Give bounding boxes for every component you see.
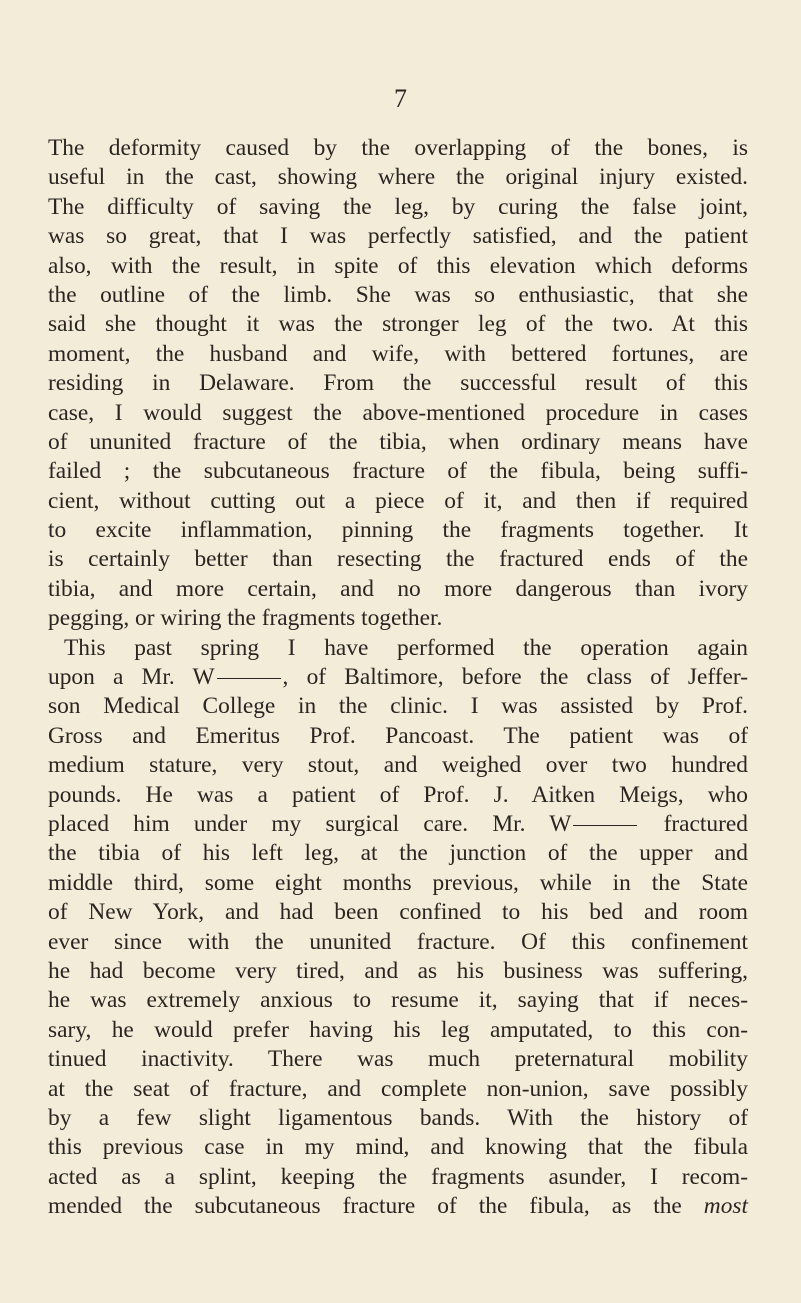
text-segment: , of Baltimore, before the class of Jeffer- <box>282 664 748 691</box>
text-line: acted as a splint, keeping the fragments asunder, I recom- <box>48 1163 748 1190</box>
text-segment: upon a Mr. W <box>48 664 215 691</box>
text-line: pegging, or wiring the fragments together. <box>48 605 443 632</box>
text-line: The deformity caused by the overlapping of the bones, is <box>48 135 748 161</box>
text-line: tinued inactivity. There was much preternatural mobility <box>48 1046 748 1073</box>
text-line: is certainly better than resecting the fractured ends of the <box>48 546 748 573</box>
text-line: he had become very tired, and as his business was suffering, <box>48 957 748 984</box>
body-text <box>48 134 748 1221</box>
text-line: Gross and Emeritus Prof. Pancoast. The patient was of <box>48 722 748 749</box>
text-line: the outline of the limb. She was so enthusiastic, that she <box>48 281 748 308</box>
text-line: useful in the cast, showing where the original injury existed. <box>48 164 748 191</box>
italic-word: most <box>703 1193 748 1220</box>
text-line: of New York, and had been confined to his bed and room <box>48 899 748 926</box>
text-line: sary, he would prefer having his leg amputated, to this con- <box>48 1016 748 1043</box>
text-line: tibia, and more certain, and no more dangerous than ivory <box>48 575 748 602</box>
text-line <box>48 810 748 839</box>
text-line: This past spring I have performed the operation again <box>64 634 748 661</box>
text-line: middle third, some eight months previous, while in the State <box>48 869 748 896</box>
text-line: the tibia of his left leg, at the junction of the upper and <box>48 840 748 867</box>
text-line <box>48 663 748 692</box>
text-line: to excite inflammation, pinning the fragments together. It <box>48 517 748 544</box>
text-line <box>48 1192 748 1221</box>
text-line: medium stature, very stout, and weighed over two hundred <box>48 752 748 779</box>
text-line: son Medical College in the clinic. I was assisted by Prof. <box>48 693 748 720</box>
name-omission-dash <box>573 825 637 826</box>
page-number: 7 <box>394 84 407 113</box>
text-segment: placed him under my surgical care. Mr. W <box>48 810 572 837</box>
text-line: of ununited fracture of the tibia, when ordinary means have <box>48 428 748 455</box>
text-segment: fractured <box>639 810 748 837</box>
name-omission-dash <box>217 678 281 679</box>
text-line: residing in Delaware. From the successful result of this <box>48 370 748 397</box>
text-line: said she thought it was the stronger leg of the two. At this <box>48 311 748 338</box>
text-line: also, with the result, in spite of this elevation which deforms <box>48 252 748 279</box>
text-line: cient, without cutting out a piece of it, and then if required <box>48 487 748 514</box>
text-line: case, I would suggest the above-mentioned procedure in cases <box>48 399 748 426</box>
text-line: he was extremely anxious to resume it, saying that if neces- <box>48 987 748 1014</box>
text-line: moment, the husband and wife, with bettered fortunes, are <box>48 340 748 367</box>
text-line: at the seat of fracture, and complete non-union, save possibly <box>48 1075 748 1102</box>
text-line: was so great, that I was perfectly satisfied, and the patient <box>48 223 748 250</box>
text-line: The difficulty of saving the leg, by curing the false joint, <box>48 193 748 220</box>
text-line: ever since with the ununited fracture. Of this confinement <box>48 928 748 955</box>
text-line: pounds. He was a patient of Prof. J. Aitken Meigs, who <box>48 781 748 808</box>
text-line: by a few slight ligamentous bands. With the history of <box>48 1104 748 1131</box>
text-line: failed ; the subcutaneous fracture of the fibula, being suffi- <box>48 458 748 485</box>
text-segment: mended the subcutaneous fracture of the fibula, as the <box>48 1193 704 1220</box>
text-line: this previous case in my mind, and knowing that the fibula <box>48 1134 748 1161</box>
